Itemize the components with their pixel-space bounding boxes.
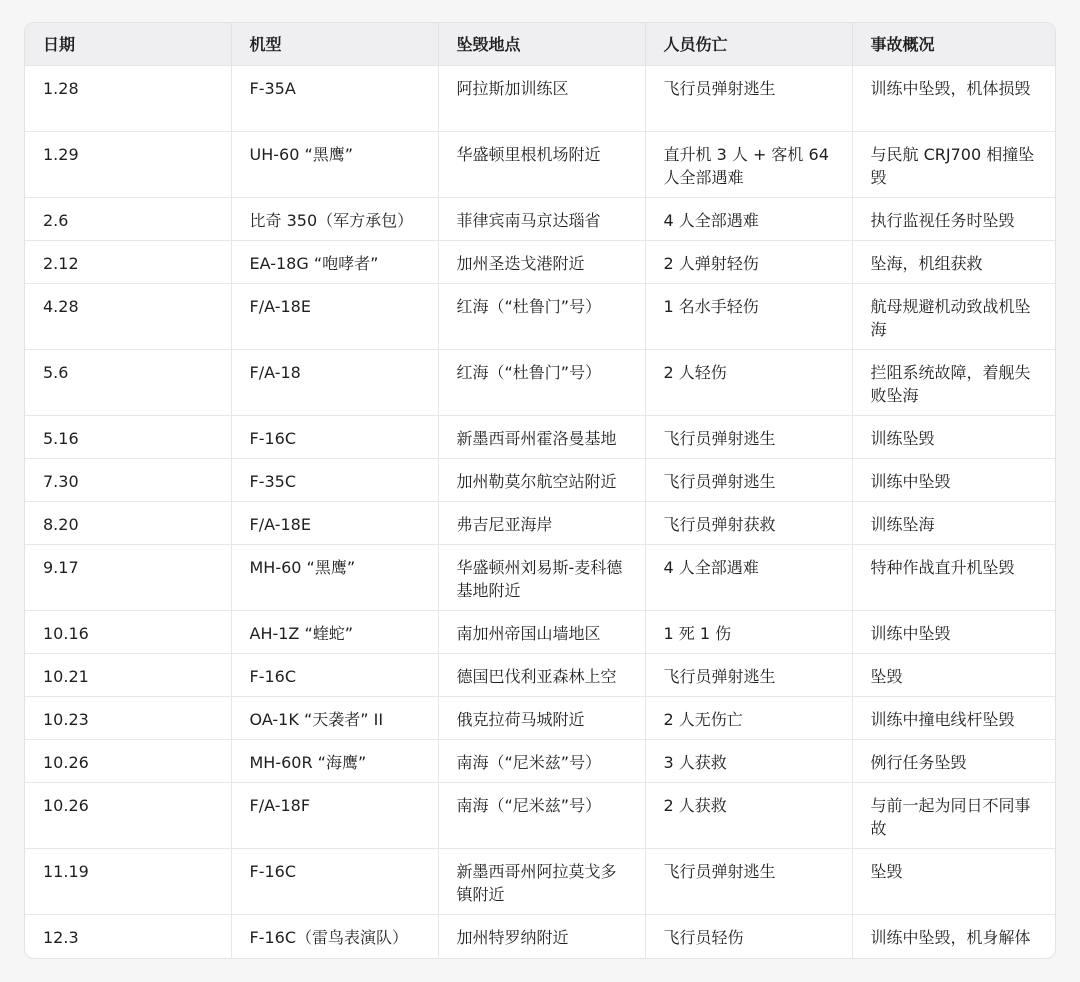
- cell-location: 弗吉尼亚海岸: [438, 501, 645, 544]
- cell-casualties: 飞行员弹射逃生: [645, 653, 852, 696]
- cell-aircraft: OA-1K “天袭者” II: [231, 696, 438, 739]
- cell-location: 南海（“尼米兹”号）: [438, 739, 645, 782]
- cell-casualties: 4 人全部遇难: [645, 544, 852, 610]
- table-row: [25, 283, 1056, 349]
- cell-casualties: 飞行员弹射逃生: [645, 848, 852, 914]
- table-row: [25, 848, 1056, 914]
- cell-location: 新墨西哥州阿拉莫戈多镇附近: [438, 848, 645, 914]
- table-row: [25, 782, 1056, 848]
- cell-date: 1.29: [25, 131, 231, 197]
- cell-location: 俄克拉荷马城附近: [438, 696, 645, 739]
- cell-date: 5.16: [25, 415, 231, 458]
- cell-location: 菲律宾南马京达瑙省: [438, 197, 645, 240]
- cell-date: 5.6: [25, 349, 231, 415]
- cell-aircraft: MH-60 “黑鹰”: [231, 544, 438, 610]
- cell-location: 红海（“杜鲁门”号）: [438, 283, 645, 349]
- cell-location: 加州圣迭戈港附近: [438, 240, 645, 283]
- cell-aircraft: AH-1Z “蝰蛇”: [231, 610, 438, 653]
- header-date: 日期: [25, 23, 231, 65]
- cell-date: 10.26: [25, 782, 231, 848]
- cell-location: 南海（“尼米兹”号）: [438, 782, 645, 848]
- cell-date: 8.20: [25, 501, 231, 544]
- cell-date: 4.28: [25, 283, 231, 349]
- cell-aircraft: MH-60R “海鹰”: [231, 739, 438, 782]
- table-row: [25, 610, 1056, 653]
- cell-date: 7.30: [25, 458, 231, 501]
- cell-aircraft: F-16C（雷鸟表演队）: [231, 914, 438, 959]
- table-row: [25, 415, 1056, 458]
- cell-location: 新墨西哥州霍洛曼基地: [438, 415, 645, 458]
- cell-location: 红海（“杜鲁门”号）: [438, 349, 645, 415]
- table-row: [25, 544, 1056, 610]
- cell-casualties: 飞行员弹射逃生: [645, 458, 852, 501]
- cell-summary: 拦阻系统故障，着舰失败坠海: [852, 349, 1056, 415]
- cell-aircraft: F/A-18E: [231, 501, 438, 544]
- cell-summary: 坠毁: [852, 653, 1056, 696]
- header-crash-location: 坠毁地点: [438, 23, 645, 65]
- cell-casualties: 飞行员弹射获救: [645, 501, 852, 544]
- cell-casualties: 2 人无伤亡: [645, 696, 852, 739]
- cell-location: 南加州帝国山墙地区: [438, 610, 645, 653]
- cell-aircraft: F/A-18: [231, 349, 438, 415]
- header-aircraft-type: 机型: [231, 23, 438, 65]
- cell-casualties: 飞行员轻伤: [645, 914, 852, 959]
- table-row: [25, 501, 1056, 544]
- cell-aircraft: F-16C: [231, 848, 438, 914]
- table-row: [25, 696, 1056, 739]
- cell-date: 10.26: [25, 739, 231, 782]
- cell-summary: 训练坠毁: [852, 415, 1056, 458]
- cell-summary: 特种作战直升机坠毁: [852, 544, 1056, 610]
- cell-date: 10.16: [25, 610, 231, 653]
- table-row: [25, 653, 1056, 696]
- cell-summary: 坠海，机组获救: [852, 240, 1056, 283]
- cell-location: 阿拉斯加训练区: [438, 65, 645, 131]
- cell-casualties: 4 人全部遇难: [645, 197, 852, 240]
- cell-aircraft: F-35C: [231, 458, 438, 501]
- cell-date: 11.19: [25, 848, 231, 914]
- table-header-row: [25, 23, 1056, 65]
- cell-summary: 训练坠海: [852, 501, 1056, 544]
- header-summary: 事故概况: [852, 23, 1056, 65]
- table-row: [25, 131, 1056, 197]
- cell-summary: 执行监视任务时坠毁: [852, 197, 1056, 240]
- cell-summary: 航母规避机动致战机坠海: [852, 283, 1056, 349]
- cell-date: 12.3: [25, 914, 231, 959]
- table-row: [25, 197, 1056, 240]
- cell-aircraft: F-16C: [231, 653, 438, 696]
- cell-location: 加州勒莫尔航空站附近: [438, 458, 645, 501]
- cell-summary: 训练中坠毁: [852, 458, 1056, 501]
- cell-date: 1.28: [25, 65, 231, 131]
- cell-aircraft: EA-18G “咆哮者”: [231, 240, 438, 283]
- cell-summary: 训练中坠毁，机身解体: [852, 914, 1056, 959]
- cell-casualties: 2 人轻伤: [645, 349, 852, 415]
- cell-aircraft: 比奇 350（军方承包）: [231, 197, 438, 240]
- cell-casualties: 3 人获救: [645, 739, 852, 782]
- cell-location: 德国巴伐利亚森林上空: [438, 653, 645, 696]
- cell-aircraft: F/A-18F: [231, 782, 438, 848]
- cell-aircraft: UH-60 “黑鹰”: [231, 131, 438, 197]
- table-row: [25, 914, 1056, 959]
- cell-casualties: 2 人获救: [645, 782, 852, 848]
- cell-summary: 与民航 CRJ700 相撞坠毁: [852, 131, 1056, 197]
- cell-aircraft: F/A-18E: [231, 283, 438, 349]
- cell-date: 9.17: [25, 544, 231, 610]
- cell-date: 10.23: [25, 696, 231, 739]
- cell-date: 2.12: [25, 240, 231, 283]
- cell-summary: 训练中撞电线杆坠毁: [852, 696, 1056, 739]
- cell-location: 华盛顿里根机场附近: [438, 131, 645, 197]
- table-row: [25, 739, 1056, 782]
- table-row: [25, 65, 1056, 131]
- accident-table-card: [24, 22, 1056, 959]
- cell-date: 2.6: [25, 197, 231, 240]
- cell-casualties: 飞行员弹射逃生: [645, 65, 852, 131]
- table-row: [25, 240, 1056, 283]
- cell-summary: 与前一起为同日不同事故: [852, 782, 1056, 848]
- header-casualties: 人员伤亡: [645, 23, 852, 65]
- accident-table: [25, 23, 1056, 959]
- cell-location: 华盛顿州刘易斯-麦科德基地附近: [438, 544, 645, 610]
- cell-summary: 例行任务坠毁: [852, 739, 1056, 782]
- table-row: [25, 458, 1056, 501]
- cell-summary: 坠毁: [852, 848, 1056, 914]
- table-row: [25, 349, 1056, 415]
- cell-location: 加州特罗纳附近: [438, 914, 645, 959]
- cell-summary: 训练中坠毁，机体损毁: [852, 65, 1056, 131]
- cell-casualties: 1 死 1 伤: [645, 610, 852, 653]
- cell-casualties: 飞行员弹射逃生: [645, 415, 852, 458]
- cell-aircraft: F-35A: [231, 65, 438, 131]
- cell-casualties: 2 人弹射轻伤: [645, 240, 852, 283]
- cell-summary: 训练中坠毁: [852, 610, 1056, 653]
- cell-casualties: 直升机 3 人 + 客机 64 人全部遇难: [645, 131, 852, 197]
- cell-aircraft: F-16C: [231, 415, 438, 458]
- cell-casualties: 1 名水手轻伤: [645, 283, 852, 349]
- cell-date: 10.21: [25, 653, 231, 696]
